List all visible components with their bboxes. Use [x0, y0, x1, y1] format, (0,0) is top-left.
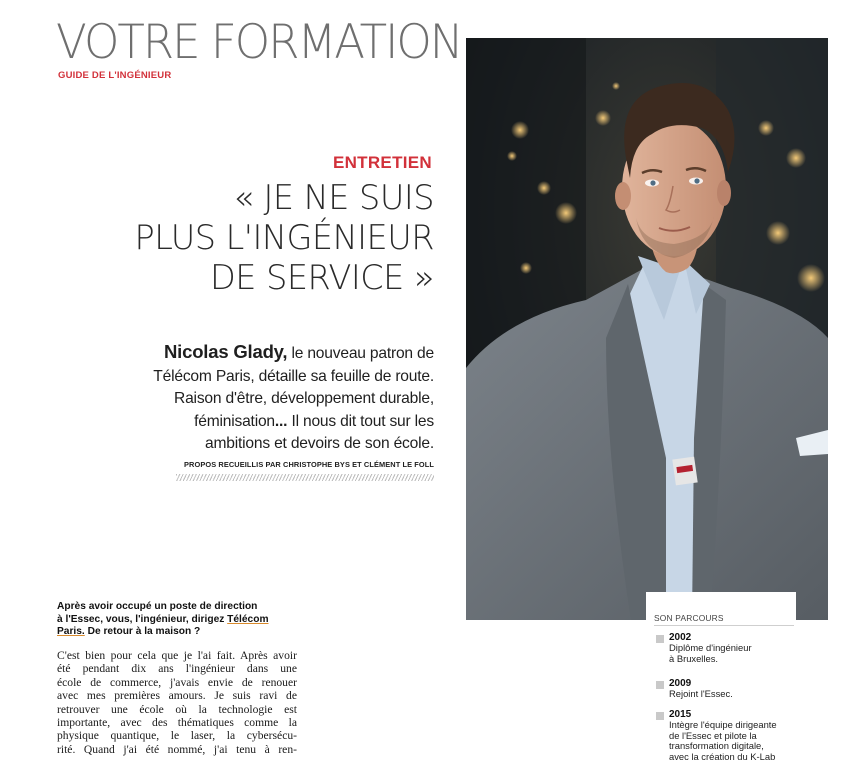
lead-text: féminisation — [194, 412, 275, 430]
timeline-year: 2015 — [669, 709, 692, 720]
article-lead — [134, 341, 434, 456]
timeline-line: Rejoint l'Essec. — [669, 688, 733, 699]
question-line: Après avoir occupé un poste de direction — [57, 601, 258, 612]
question-text: à l'Essec, vous, l'ingénieur, dirigez — [57, 613, 228, 625]
question-line — [57, 614, 307, 627]
timeline-description — [669, 689, 809, 700]
lead-text: Il nous dit tout sur les — [287, 412, 434, 430]
sidebar-divider — [654, 625, 794, 626]
section-title: VOTRE FORMATION — [56, 14, 462, 70]
answer-line: C'est bien pour cela que je l'ai fait. Après avoir — [57, 649, 297, 662]
lead-line: Télécom Paris, détaille sa feuille de route. — [153, 367, 434, 385]
lead-line — [134, 341, 434, 366]
answer-line: avec mes premières amours. Je suis ravi de — [57, 689, 297, 703]
timeline-line: avec la création du K-Lab — [669, 750, 776, 760]
interview-question — [57, 601, 307, 639]
answer-line: été pendant dix ans l'ingénieur dans une — [57, 662, 297, 676]
answer-line: retrouver une école où la technologie est — [57, 702, 297, 716]
telecom-paris-link[interactable]: Télécom — [227, 613, 269, 625]
article-kicker: ENTRETIEN — [332, 153, 432, 172]
headline-line: DE SERVICE » — [210, 258, 434, 297]
bullet-square-icon — [656, 635, 664, 643]
portrait-photo — [466, 38, 828, 620]
lead-text: le nouveau patron de — [287, 345, 434, 362]
lead-ellipsis: ... — [274, 412, 288, 430]
timeline-year: 2009 — [669, 678, 692, 689]
timeline-line: de l'Essec et pilote la — [669, 729, 757, 741]
timeline-line: à Bruxelles. — [669, 652, 718, 664]
headline-line: PLUS L'INGÉNIEUR — [134, 218, 434, 257]
bullet-square-icon — [656, 681, 664, 689]
lead-line: Raison d'être, développement durable, — [174, 390, 434, 407]
bullet-square-icon — [656, 712, 664, 720]
article-headline — [54, 178, 434, 298]
answer-line: rité. Quand j'ai été nommé, j'ai tenu à ren- — [57, 742, 297, 756]
answer-line: école de commerce, j'avais envie de renouer — [57, 675, 297, 689]
answer-line: physique quantique, le laser, la cybersécu- — [57, 729, 297, 743]
timeline-description — [669, 720, 809, 760]
timeline-description — [669, 643, 809, 664]
hatched-divider — [176, 474, 434, 481]
sidebar-heading: SON PARCOURS — [654, 613, 724, 623]
timeline-line: transformation digitale, — [669, 740, 764, 752]
question-line — [57, 626, 307, 639]
lead-line — [134, 411, 434, 434]
article-credit: PROPOS RECUEILLIS PAR CHRISTOPHE BYS ET CLÉMENT LE FOLL — [184, 460, 434, 469]
question-text: De retour à la maison ? — [84, 626, 201, 638]
answer-line: importante, avec des thématiques comme la — [57, 716, 297, 730]
section-subtitle: GUIDE DE L'INGÉNIEUR — [58, 70, 172, 81]
timeline-year: 2002 — [669, 632, 692, 643]
lead-line: ambitions et devoirs de son école. — [205, 435, 434, 452]
interview-answer — [57, 649, 297, 760]
timeline-line: Intègre l'équipe dirigeante — [669, 719, 777, 730]
headline-line: « JE NE SUIS — [233, 178, 434, 217]
timeline-line: Diplôme d'ingénieur — [669, 642, 752, 653]
telecom-paris-link-cont[interactable]: Paris. — [57, 626, 85, 638]
interviewee-name: Nicolas Glady, — [164, 341, 288, 362]
